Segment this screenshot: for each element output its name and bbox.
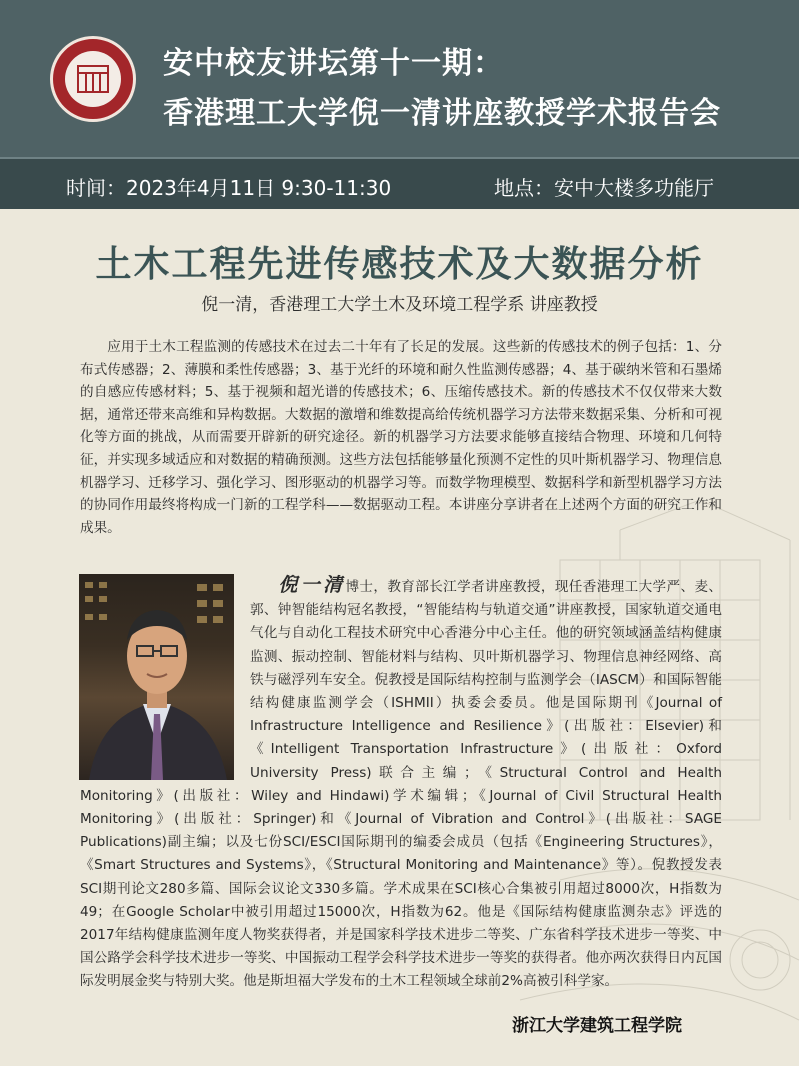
event-series-title: 安中校友讲坛第十一期： xyxy=(163,46,504,81)
organizer-name: 浙江大学建筑工程学院 xyxy=(512,1016,682,1036)
speaker-affiliation: 倪一清，香港理工大学土木及环境工程学系 讲座教授 xyxy=(201,295,598,315)
event-info-bar xyxy=(0,157,799,209)
speaker-name: 倪一清 xyxy=(278,574,346,596)
lecture-abstract: 应用于土木工程监测的传感技术在过去二十年有了长足的发展。这些新的传感技术的例子包括：1、分布式传感器；2、薄膜和柔性传感器；3、基于光纤的环境和耐久性监测传感器；4、基于碳纳米管和石墨烯的自感应传感材料；5、基于视频和超光谱的传感技术；6、压缩传感技术。新的传感技术不仅仅带来大数据，通常还带来高维和异构数据。大数据的激增和维数提高给传统机器学习方法带来数据采集、分析和可视化等方面的挑战，从而需要开辟新的研究途径。新的机器学习方法要求能够直接结合物理、环境和几何特征，并实现多域适应和对数据的精确预测。这些方法包括能够量化预测不定性的贝叶斯机器学习、物理信息机器学习、迁移学习、强化学习、图形驱动的机器学习等。而数学物理模型、数据科学和新型机器学习方法的协同作用最终将构成一门新的工程学科——数据驱动工程。本讲座分享讲者在上述两个方面的研究工作和成果。 xyxy=(80,339,722,536)
speaker-portrait xyxy=(79,574,234,780)
event-time: 时间：2023年4月11日 9:30-11:30 xyxy=(66,176,392,200)
speaker-bio-text: 博士，教育部长江学者讲座教授，现任香港理工大学严、麦、郭、钟智能结构冠名教授，“智能结构与轨道交通”讲座教授，国家轨道交通电气化与自动化工程技术研究中心香港分中心主任。他的研究领域涵盖结构健康监测、振动控制、智能材料与结构、贝叶斯机器学习、物理信息神经网络、高铁与磁浮列车安全。倪教授是国际结构控制与监测学会（IASCM）和国际智能结构健康监测学会（ISHMII）执委会委员。他是国际期刊《Journal of Infrastructure Intelligence and Resilience》(出版社：Elsevier)和《Intelligent Transportation Infrastructure》(出版社：Oxford University Press)联合主编；《Structural Control and Health Monitoring》(出版社：Wiley and Hindawi)学术编辑；《Journal of Civil Structural Health Monitoring》(出版社：Springer)和《Journal of Vibration and Control》(出版社：SAGE Publications)副主编；以及七份SCI/ESCI国际期刊的编委会成员（包括《Engineering Structures》，《Smart Structures and Systems》，《Structural Monitoring and Maintenance》等）。倪教授发表SCI期刊论文280多篇、国际会议论文330多篇。学术成果在SCI核心合集被引用超过8000次，H指数为49；在Google Scholar中被引用超过15000次，H指数为62。他是《国际结构健康监测杂志》评选的2017年结构健康监测年度人物奖获得者，并是国家科学技术进步二等奖、广东省科学技术进步一等奖、中国公路学会科学技术进步一等奖、中国振动工程学会科学技术进步一等奖的获得者。他亦两次获得日内瓦国际发明展金奖与特别大奖。他是斯坦福大学发布的土木工程领域全球前2%高被引科学家。 xyxy=(80,579,722,990)
header-banner xyxy=(0,0,799,157)
event-title: 香港理工大学倪一清讲座教授学术报告会 xyxy=(163,96,721,131)
lecture-title: 土木工程先进传感技术及大数据分析 xyxy=(95,243,704,285)
school-seal-icon xyxy=(50,36,136,122)
event-place: 地点：安中大楼多功能厅 xyxy=(494,176,714,200)
